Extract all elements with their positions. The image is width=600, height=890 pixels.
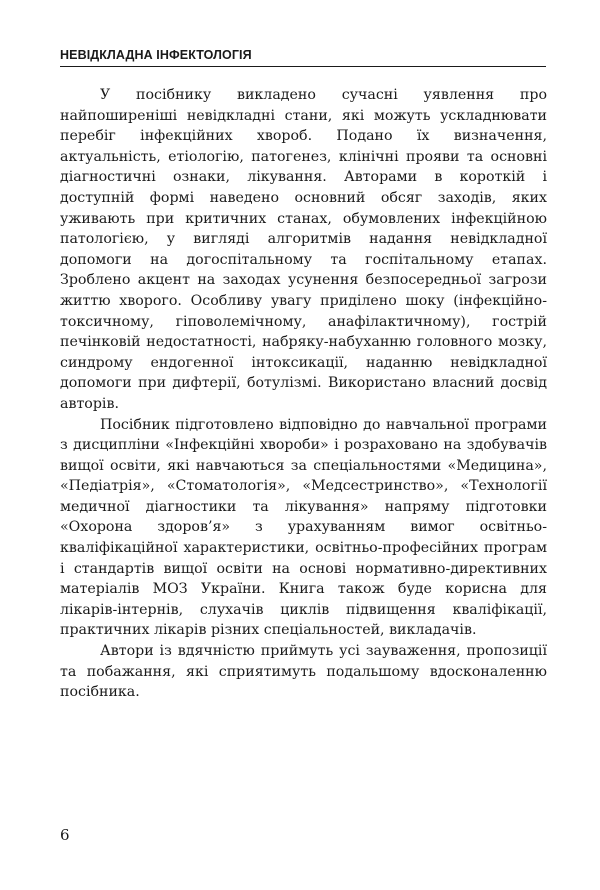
- body-text: [60, 85, 547, 703]
- running-header: [60, 48, 546, 67]
- paragraph-acknowledgement: Автори із вдячністю приймуть усі зауваження, пропозиції та побажання, які сприятимуть подальшому вдосконаленню посібника.: [60, 643, 547, 701]
- running-header-title: НЕВІДКЛАДНА ІНФЕКТОЛОГІЯ: [60, 48, 252, 62]
- paragraph-audience: Посібник підготовлено відповідно до навчальної програми з дисципліни «Інфекційні хвороби» і розраховано на здобувачів вищої освіти, які навчаються за спеціальностями «Медицина», «Педіатрія», «Стоматологія», «Медсестринство», «Технології медичної діагностики та лікування» напряму підготовки «Охорона здоров’я» з урахуванням вимог освітньо-кваліфікаційної характеристики, освітньо-професійних програм і стандартів вищої освіти на основі нормативно-директивних матеріалів МОЗ України. Книга також буде корисна для лікарів-інтернів, слухачів циклів підвищення кваліфікації, практичних лікарів різних спеціальностей, викладачів.: [60, 416, 547, 639]
- paragraph-intro: У посібнику викладено сучасні уявлення про найпоширеніші невідкладні стани, які можуть ускладнювати перебіг інфекційних хвороб. Подано їх визначення, актуальність, етіологію, патогенез, клінічні прояви та основні діагностичні ознаки, лікування. Авторами в короткій і доступній формі наведено основний обсяг заходів, яких уживають при критичних станах, обумовлених інфекційною патологією, у вигляді алгоритмів надання невідкладної допомоги на догоспітальному та госпітальному етапах. Зроблено акцент на заходах усунення безпосередньої загрози життю хворого. Особливу увагу приділено шоку (інфекційно-токсичному, гіповолемічному, анафілактичному), гострій печінковій недостатності, набряку-набуханню головного мозку, синдрому ендогенної інтоксикації, наданню невідкладної допомоги при дифтерії, ботулізмі. Використано власний досвід авторів.: [60, 87, 547, 412]
- page-number: 6: [60, 826, 70, 844]
